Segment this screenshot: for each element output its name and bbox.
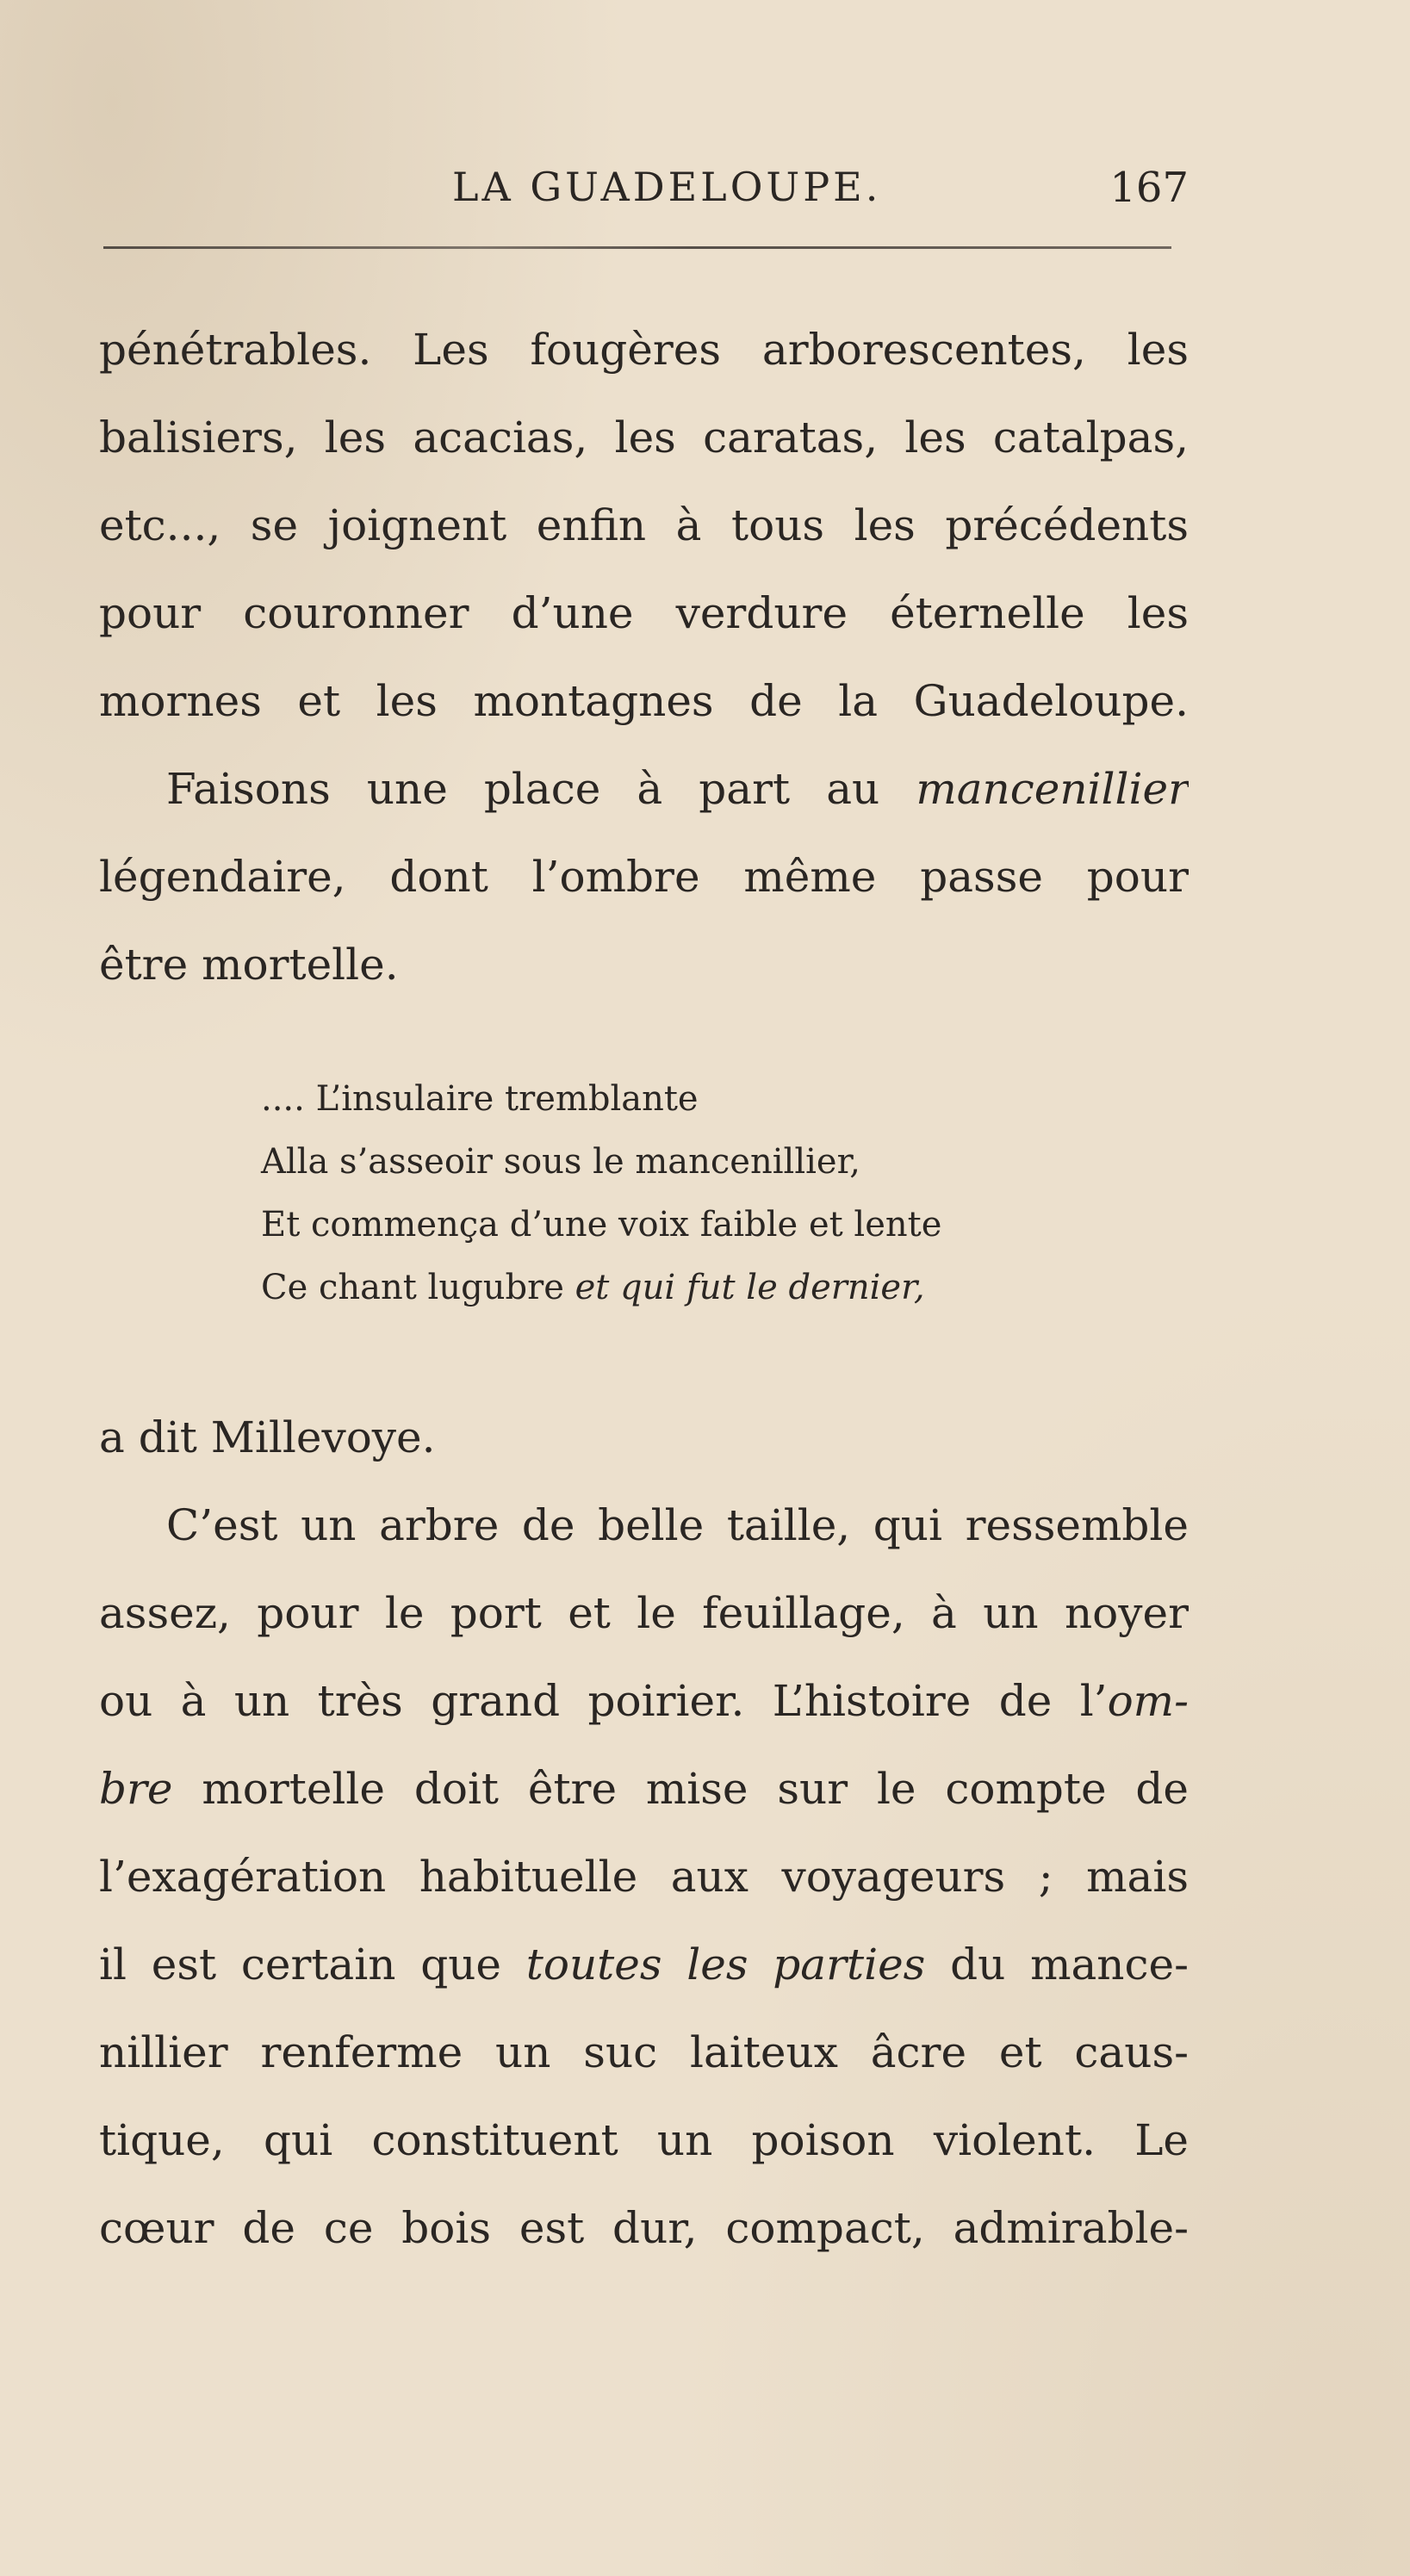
- running-head: [99, 164, 1189, 224]
- verse-line: Et commença d’une voix faible et lente: [261, 1205, 942, 1245]
- page-number: 167: [1109, 164, 1189, 212]
- text-line: assez, pour le port et le feuillage, à un noyer: [99, 1588, 1189, 1638]
- text-line: être mortelle.: [99, 940, 399, 990]
- text-fragment: Ce chant lugubre: [261, 1268, 575, 1307]
- attribution: [99, 1394, 1189, 1481]
- verse-line: .... L’insulaire tremblante: [261, 1079, 699, 1119]
- text-line: pénétrables. Les fougères arborescentes, les: [99, 325, 1189, 375]
- text-line: [99, 745, 1189, 833]
- italic-phrase: et qui fut le dernier,: [575, 1268, 925, 1307]
- text-line: mornes et les montagnes de la Guadeloupe.: [99, 676, 1189, 726]
- text-line: [99, 1921, 1189, 2008]
- italic-fragment: bre: [99, 1764, 173, 1814]
- verse-line: [261, 1257, 1122, 1319]
- verse-quotation: [261, 1068, 1122, 1319]
- paragraph-fern-list: [99, 306, 1189, 1009]
- running-title: LA GUADELOUPE.: [452, 164, 882, 210]
- text-fragment: du mance-: [925, 1940, 1189, 1989]
- text-line: [99, 1657, 1189, 1745]
- italic-phrase: toutes les parties: [525, 1940, 926, 1989]
- verse-line: Alla s’asseoir sous le mancenillier,: [261, 1142, 861, 1182]
- header-rule: [103, 246, 1171, 249]
- paragraph-manchineel: [99, 1481, 1189, 2272]
- text-line: etc..., se joignent enfin à tous les précédents: [99, 500, 1189, 550]
- italic-fragment: om-: [1107, 1676, 1189, 1726]
- text-line: C’est un arbre de belle taille, qui ressemble: [166, 1500, 1189, 1550]
- text-line: cœur de ce bois est dur, compact, admirable-: [99, 2203, 1189, 2253]
- text-line: nillier renferme un suc laiteux âcre et caus-: [99, 2027, 1189, 2077]
- text-line: pour couronner d’une verdure éternelle les: [99, 588, 1189, 638]
- text-line: a dit Millevoye.: [99, 1412, 436, 1462]
- italic-term: mancenillier: [916, 764, 1189, 814]
- text-fragment: mortelle doit être mise sur le compte de: [172, 1764, 1189, 1814]
- text-line: [99, 1745, 1189, 1833]
- text-line: l’exagération habituelle aux voyageurs ; mais: [99, 1852, 1189, 1902]
- text-fragment: il est certain que: [99, 1940, 526, 1989]
- text-line: tique, qui constituent un poison violent. Le: [99, 2115, 1189, 2165]
- text-fragment: Faisons une place à part au: [166, 764, 916, 814]
- text-fragment: ou à un très grand poirier. L’histoire de l’: [99, 1676, 1108, 1726]
- text-line: légendaire, dont l’ombre même passe pour: [99, 852, 1189, 902]
- text-line: balisiers, les acacias, les caratas, les catalpas,: [99, 413, 1189, 462]
